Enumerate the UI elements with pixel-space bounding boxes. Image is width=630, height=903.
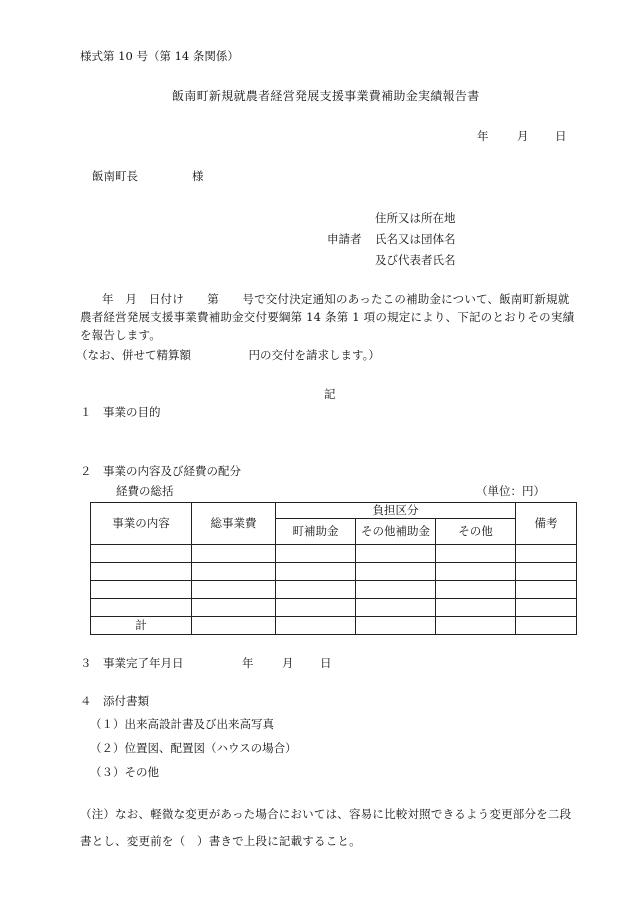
date-day-label: 日 <box>555 129 567 143</box>
date-year-label: 年 <box>477 129 489 143</box>
settlement-note: （なお、併せて精算額 円の交付を請求します。） <box>76 348 380 362</box>
document-title: 飯南町新規就農者経営発展支援事業費補助金実績報告書 <box>172 89 480 103</box>
header-town-subsidy: 町補助金 <box>276 519 356 545</box>
table-row <box>91 581 577 599</box>
table-row <box>91 563 577 581</box>
header-other: その他 <box>436 519 516 545</box>
header-total-cost: 総事業費 <box>192 503 276 545</box>
section-3-heading: ３ 事業完了年月日 <box>80 656 184 670</box>
total-row <box>91 617 577 635</box>
unit-label: （単位：円） <box>476 484 545 498</box>
applicant-address-label: 住所又は所在地 <box>375 211 456 225</box>
ki-label: 記 <box>324 387 336 401</box>
form-number: 様式第 10 号（第 14 条関係） <box>80 49 239 63</box>
attachment-item-3: （３）その他 <box>90 765 159 779</box>
header-remarks: 備考 <box>516 503 577 545</box>
cost-summary-subheading: 経費の総括 <box>116 484 174 498</box>
table-row <box>91 599 577 617</box>
header-content: 事業の内容 <box>91 503 192 545</box>
table-row <box>91 545 577 563</box>
header-burden-category: 負担区分 <box>276 503 516 519</box>
section-1-heading: １ 事業の目的 <box>80 405 161 419</box>
completion-month-label: 月 <box>282 656 294 670</box>
addressee-honorific: 様 <box>192 169 204 183</box>
applicant-representative-label: 及び代表者氏名 <box>375 253 456 267</box>
cost-table <box>90 502 577 635</box>
attachment-item-2: （２）位置図、配置図（ハウスの場合） <box>90 741 297 755</box>
total-row-label: 計 <box>91 617 192 635</box>
completion-day-label: 日 <box>320 656 332 670</box>
report-paragraph: 年 月 日付け 第 号で交付決定通知のあったこの補助金について、飯南町新規就農者経営発展支援事業費補助金交付要綱第 14 条第 1 項の規定により、下記のとおりその実績を報告します。 <box>80 292 575 342</box>
applicant-role-label: 申請者 <box>327 232 362 246</box>
footnote: （注）なお、軽微な変更があった場合においては、容易に比較対照できるよう変更部分を二段書とし、変更前を（ ）書きで上段に記載すること。 <box>80 807 572 848</box>
section-4-heading: ４ 添付書類 <box>80 694 149 708</box>
attachment-item-1: （１）出来高設計書及び出来高写真 <box>90 717 274 731</box>
header-other-subsidy: その他補助金 <box>356 519 436 545</box>
date-month-label: 月 <box>517 129 529 143</box>
addressee-name: 飯南町長 <box>92 169 138 183</box>
applicant-name-label: 氏名又は団体名 <box>375 232 456 246</box>
section-2-heading: ２ 事業の内容及び経費の配分 <box>80 464 241 478</box>
completion-year-label: 年 <box>242 656 254 670</box>
